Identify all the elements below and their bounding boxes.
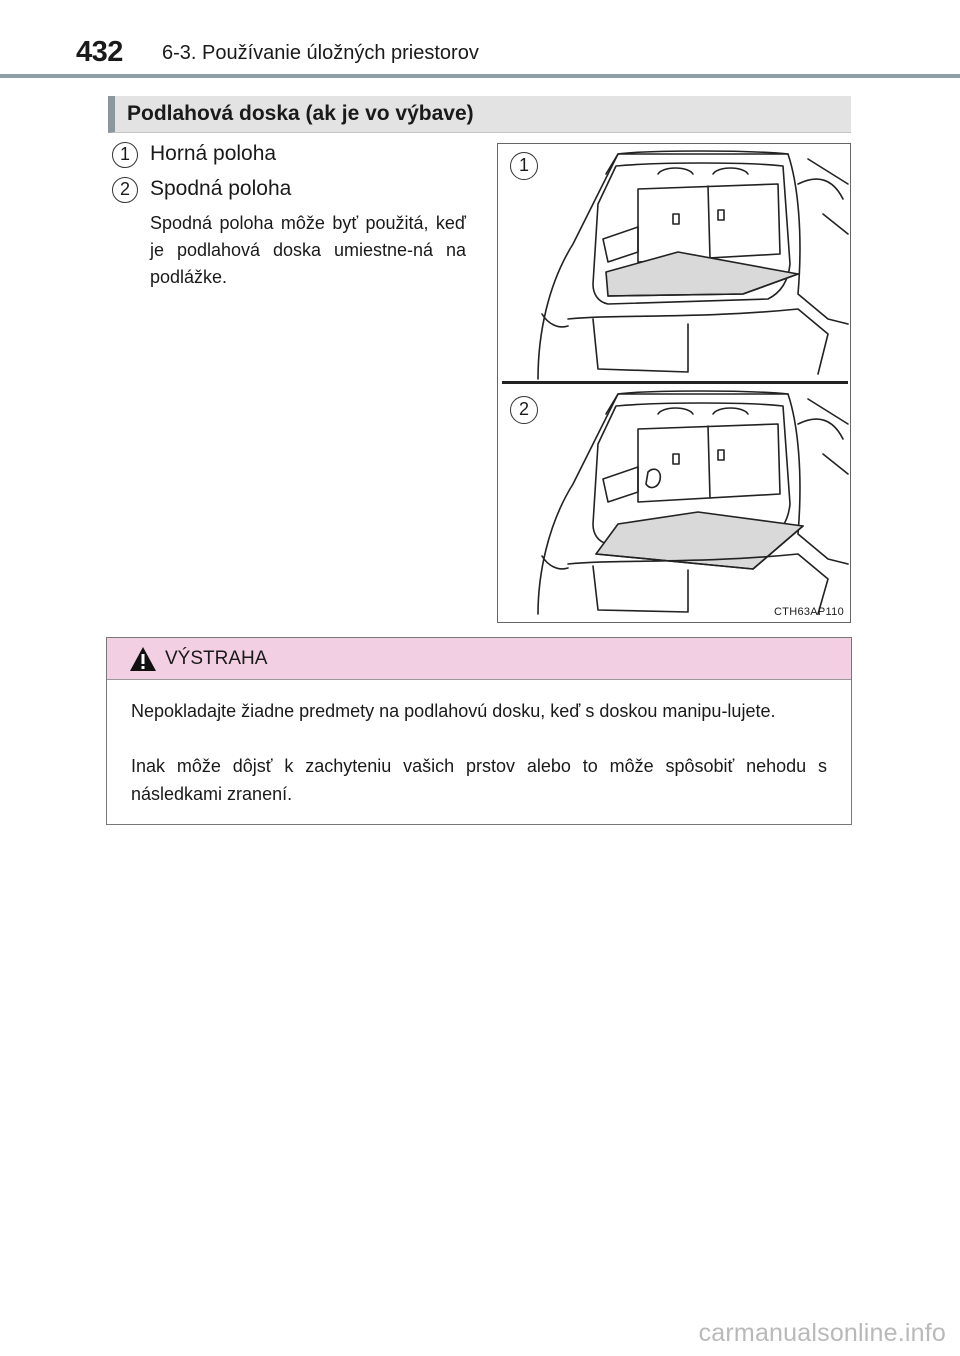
page-number: 432 xyxy=(76,36,123,68)
warning-triangle-icon xyxy=(129,646,157,672)
warning-header xyxy=(107,638,851,680)
item-number-badge: 2 xyxy=(112,177,138,203)
item-label: Horná poloha xyxy=(150,142,277,165)
warning-title: VÝSTRAHA xyxy=(165,648,268,669)
warning-box xyxy=(106,637,852,825)
watermark: carmanualsonline.info xyxy=(698,1319,946,1347)
item-number-badge: 1 xyxy=(112,142,138,168)
section-heading-text: Podlahová doska (ak je vo výbave) xyxy=(127,102,474,125)
item-description: Spodná poloha môže byť použitá, keď je podlahová doska umiestne-ná na podlážke. xyxy=(150,213,466,287)
figure-badge: 1 xyxy=(510,152,538,180)
figure-badge: 2 xyxy=(510,396,538,424)
page-header xyxy=(0,0,960,78)
chapter-title: 6-3. Používanie úložných priestorov xyxy=(162,42,479,64)
item-label: Spodná poloha xyxy=(150,177,292,200)
figure-code: CTH63AP110 xyxy=(773,606,844,618)
section-heading xyxy=(108,96,851,133)
cargo-floor-illustration xyxy=(497,143,851,623)
header-rule xyxy=(0,74,960,78)
warning-paragraph: Nepokladajte žiadne predmety na podlahovú dosku, keď s doskou manipu-lujete. xyxy=(131,701,776,721)
warning-paragraph: Inak môže dôjsť k zachyteniu vašich prstov alebo to môže spôsobiť nehodu s následkami zranení. xyxy=(131,756,827,804)
figure-divider xyxy=(502,381,848,384)
